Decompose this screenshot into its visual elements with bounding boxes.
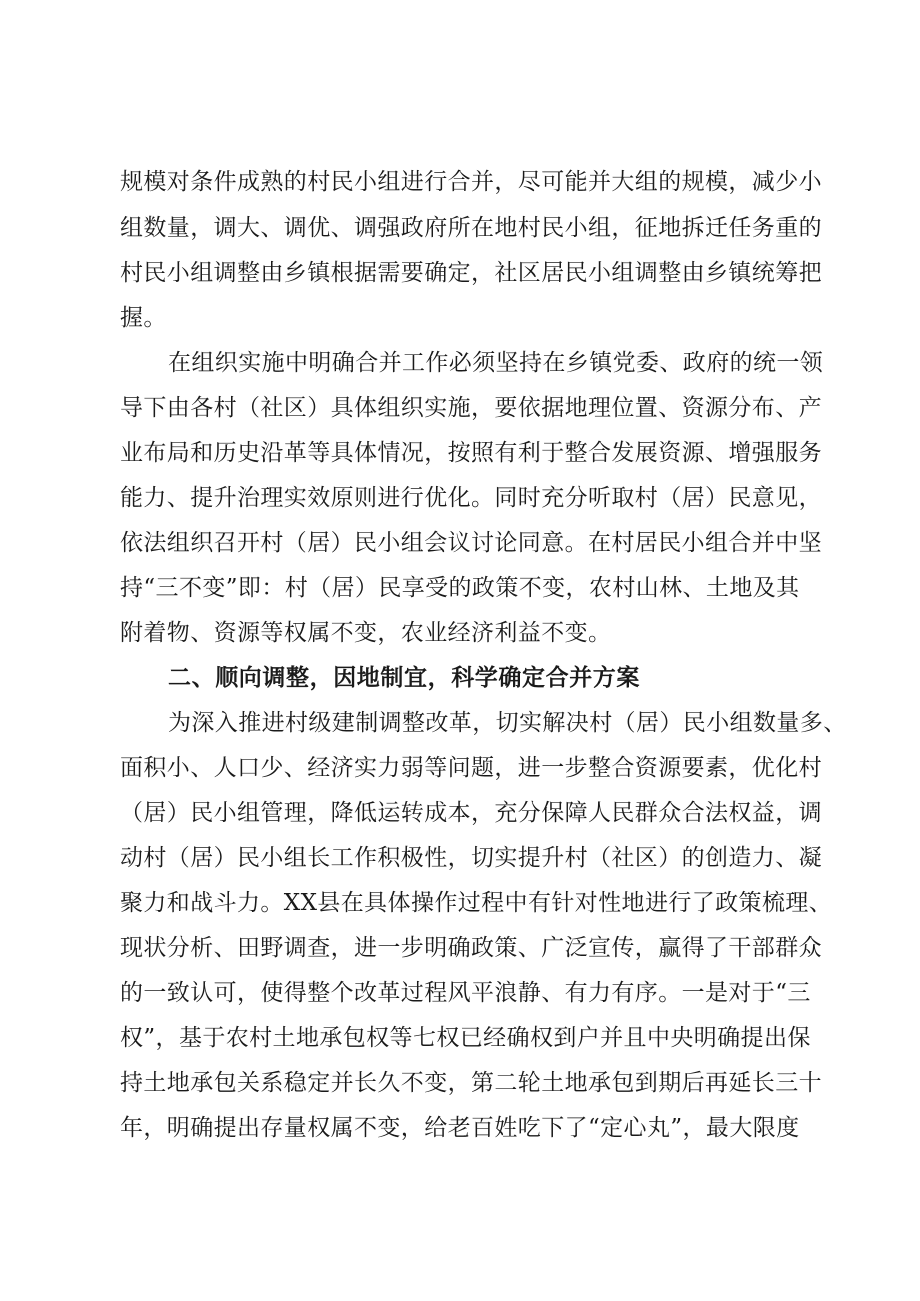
paragraph-3-line-3: （居）民小组管理，降低运转成本，充分保障人民群众合法权益，调 xyxy=(120,800,822,826)
paragraph-3-line-10: 年，明确提出存量权属不变，给老百姓吃下了“定心丸”，最大限度 xyxy=(120,1115,800,1141)
paragraph-2-line-4: 能力、提升治理实效原则进行优化。同时充分听取村（居）民意见， xyxy=(120,485,822,511)
paragraph-3-line-1: 为深入推进村级建制调整改革，切实解决村（居）民小组数量多、 xyxy=(168,710,847,736)
paragraph-3-line-9: 持土地承包关系稳定并长久不变，第二轮土地承包到期后再延长三十 xyxy=(120,1070,822,1096)
paragraph-2-line-5: 依法组织召开村（居）民小组会议讨论同意。在村居民小组合并中坚 xyxy=(120,530,822,556)
paragraph-3-line-2: 面积小、人口少、经济实力弱等问题，进一步整合资源要素，优化村 xyxy=(120,755,822,781)
paragraph-1-line-1: 规模对条件成熟的村民小组进行合并，尽可能并大组的规模，减少小 xyxy=(120,169,822,195)
paragraph-3-line-5: 聚力和战斗力。XX县在具体操作过程中有针对性地进行了政策梳理、 xyxy=(120,890,833,916)
paragraph-3-line-8: 权”，基于农村土地承包权等七权已经确权到户并且中央明确提出保 xyxy=(120,1025,811,1051)
section-heading: 二、顺向调整，因地制宜，科学确定合并方案 xyxy=(168,665,640,691)
paragraph-3-line-6: 现状分析、田野调查，进一步明确政策、广泛宣传，赢得了干部群众 xyxy=(120,935,822,961)
paragraph-2-line-6: 持“三不变”即：村（居）民享受的政策不变，农村山林、土地及其 xyxy=(120,575,800,601)
paragraph-2-line-7: 附着物、资源等权属不变，农业经济利益不变。 xyxy=(120,620,612,646)
paragraph-3-line-4: 动村（居）民小组长工作积极性，切实提升村（社区）的创造力、凝 xyxy=(120,845,822,871)
paragraph-2-line-1: 在组织实施中明确合并工作必须坚持在乡镇党委、政府的统一领 xyxy=(168,350,824,376)
paragraph-2-line-2: 导下由各村（社区）具体组织实施，要依据地理位置、资源分布、产 xyxy=(120,395,822,421)
paragraph-3-line-7: 的一致认可，使得整个改革过程风平浪静、有力有序。一是对于“三 xyxy=(120,980,811,1006)
paragraph-1-line-2: 组数量，调大、调优、调强政府所在地村民小组，征地拆迁任务重的 xyxy=(120,215,822,241)
paragraph-1-line-4: 握。 xyxy=(120,305,167,331)
paragraph-2-line-3: 业布局和历史沿革等具体情况，按照有利于整合发展资源、增强服务 xyxy=(120,440,822,466)
paragraph-1-line-3: 村民小组调整由乡镇根据需要确定，社区居民小组调整由乡镇统筹把 xyxy=(120,260,822,286)
